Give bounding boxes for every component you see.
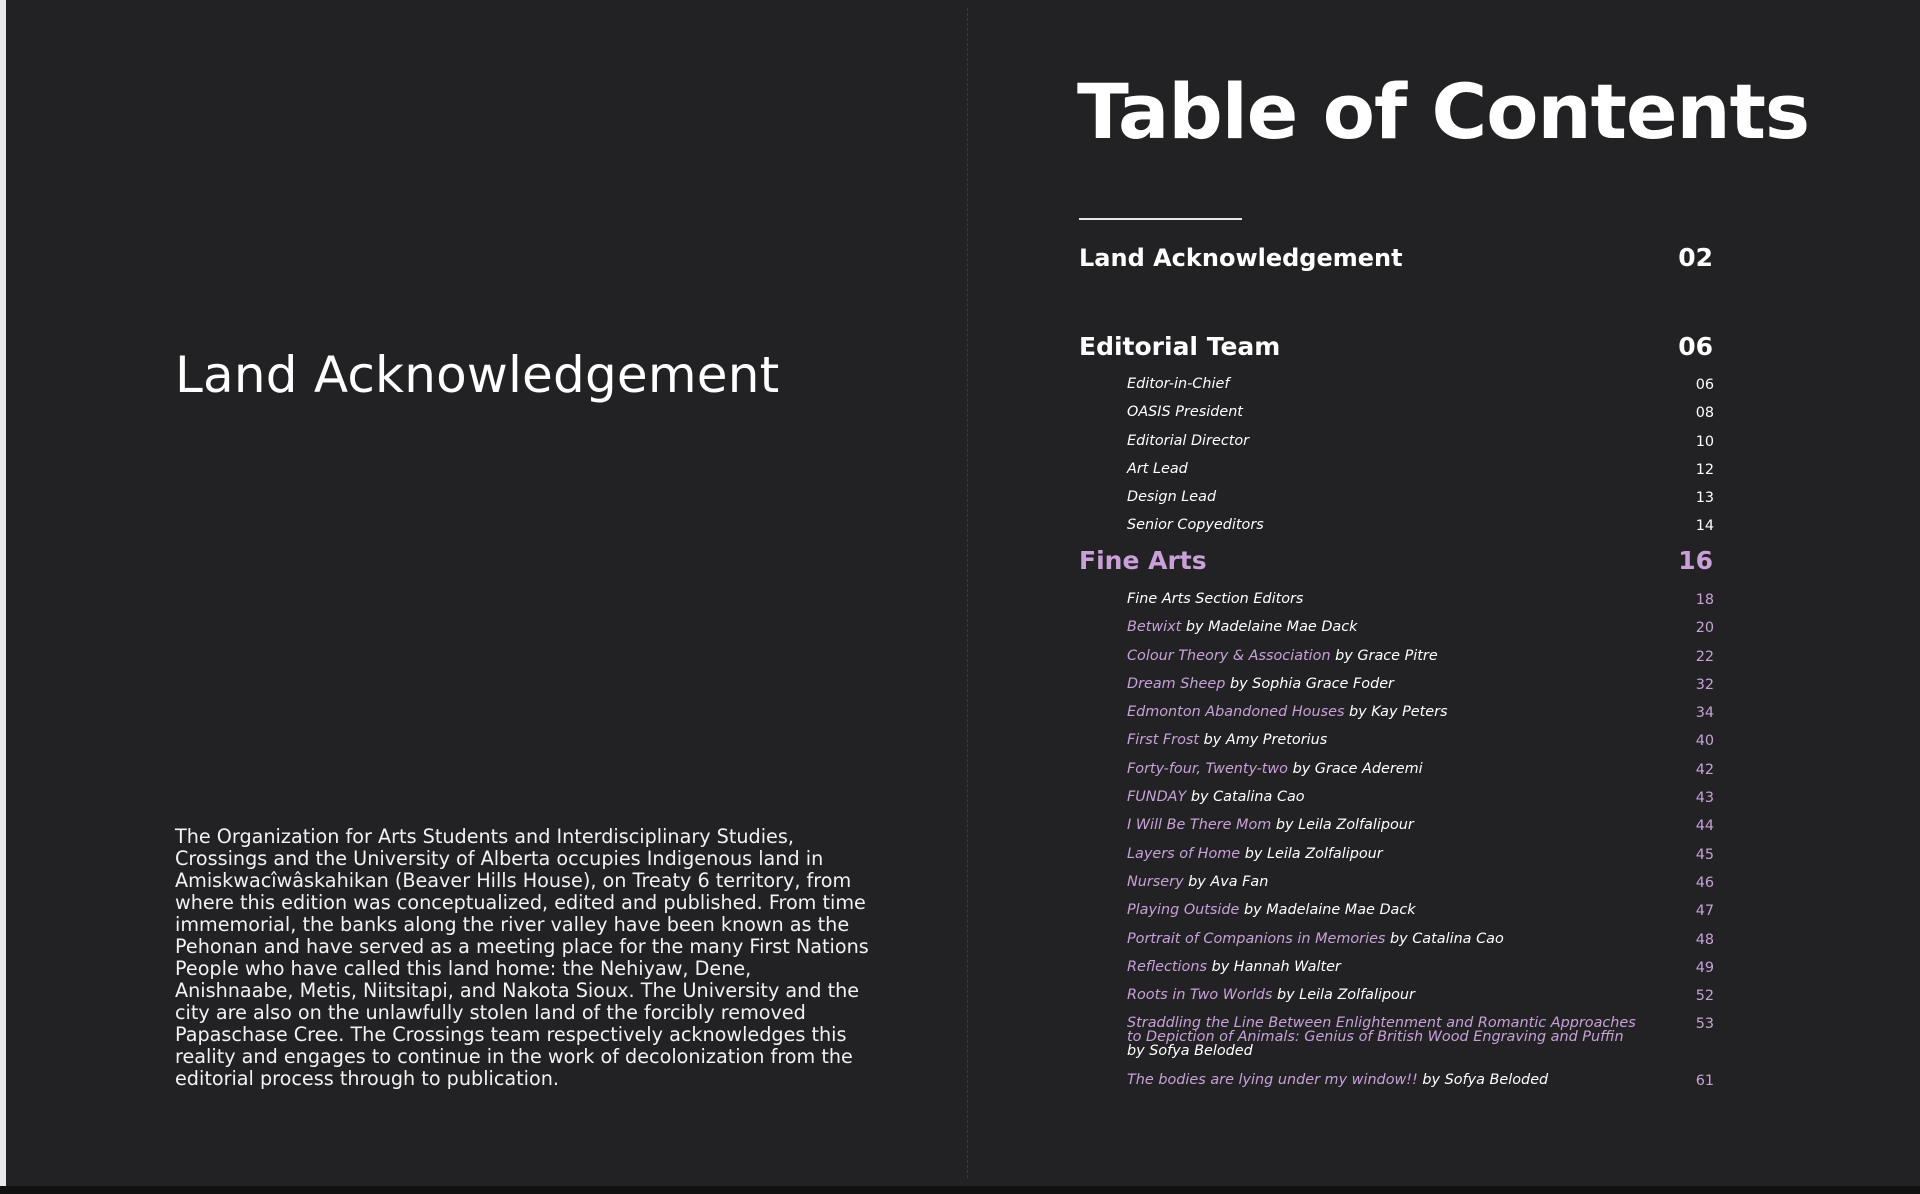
toc-item[interactable]: Reflections by Hannah Walter 49 (1127, 958, 1714, 976)
toc-item[interactable]: Design Lead 13 (1127, 489, 1714, 507)
toc-item[interactable]: Layers of Home by Leila Zolfalipour 45 (1127, 845, 1714, 863)
toc-item[interactable]: Fine Arts Section Editors 18 (1127, 591, 1714, 608)
toc-section-editorial-team[interactable] (1079, 332, 1717, 361)
toc-item[interactable]: Forty-four, Twenty-two by Grace Aderemi 42 (1127, 760, 1714, 778)
toc-item[interactable]: Colour Theory & Association by Grace Pitre 22 (1127, 647, 1714, 665)
editorial-team-list (1127, 373, 1714, 543)
land-acknowledgement-body: The Organization for Arts Students and Interdisciplinary Studies, Crossings and the University of Alberta occupies Indigenous land in Amiskwacîwâskahikan (Beaver Hills House), on Treaty 6 territory, from where this edition was conceptualized, edited and published. From time immemorial, the banks along the river valley have been known as the Pehonan and have served as a meeting place for the many First Nations People who have called this land home: the Nehiyaw, Dene, Anishnaabe, Metis, Niitsitapi, and Nakota Sioux. The University and the city are also on the unlawfully stolen land of the forcibly removed Papaschase Cree. The Crossings team respectively acknowledges this reality and engages to continue in the work of decolonization from the editorial process through to publication. (175, 825, 869, 1090)
toc-item[interactable]: OASIS President 08 (1127, 404, 1714, 422)
toc-item[interactable]: Art Lead 12 (1127, 460, 1714, 478)
toc-section-label: Land Acknowledgement (1079, 244, 1403, 272)
toc-section-label: Editorial Team (1079, 332, 1281, 361)
toc-section-land-acknowledgement[interactable] (1079, 243, 1717, 272)
toc-item[interactable]: Edmonton Abandoned Houses by Kay Peters 34 (1127, 704, 1714, 722)
toc-section-page: 16 (1678, 546, 1713, 575)
toc-title: Table of Contents (1077, 67, 1810, 156)
toc-item[interactable]: The bodies are lying under my window!! by Sofya Beloded 61 (1127, 1072, 1714, 1090)
toc-section-page: 02 (1678, 243, 1713, 272)
toc-item[interactable]: FUNDAY by Catalina Cao 43 (1127, 789, 1714, 807)
toc-item[interactable]: Senior Copyeditors 14 (1127, 517, 1714, 535)
toc-item[interactable]: Portrait of Companions in Memories by Catalina Cao 48 (1127, 930, 1714, 948)
toc-item[interactable]: Dream Sheep by Sophia Grace Foder 32 (1127, 675, 1714, 693)
toc-item[interactable]: Editor-in-Chief 06 (1127, 376, 1714, 393)
toc-section-fine-arts[interactable] (1079, 546, 1717, 575)
toc-section-label: Fine Arts (1079, 546, 1207, 575)
land-acknowledgement-title: Land Acknowledgement (175, 346, 780, 404)
fine-arts-list (1127, 588, 1714, 1098)
toc-item[interactable]: Nursery by Ava Fan 46 (1127, 873, 1714, 891)
toc-item[interactable]: I Will Be There Mom by Leila Zolfalipour 44 (1127, 817, 1714, 835)
page-gutter (967, 8, 968, 1178)
toc-section-page: 06 (1678, 332, 1713, 361)
toc-item[interactable]: Editorial Director 10 (1127, 432, 1714, 450)
toc-item[interactable]: Playing Outside by Madelaine Mae Dack 47 (1127, 902, 1714, 920)
toc-item[interactable]: Straddling the Line Between Enlightenment and Romantic Approaches to Depiction of Animals: Genius of British Wood Engraving and Puffin by Sofya Beloded 53 (1127, 1015, 1714, 1060)
toc-item[interactable]: First Frost by Amy Pretorius 40 (1127, 732, 1714, 750)
window-bottom-bar (0, 1186, 1920, 1194)
toc-divider (1079, 218, 1242, 220)
toc-item[interactable]: Roots in Two Worlds by Leila Zolfalipour 52 (1127, 987, 1714, 1005)
toc-item[interactable]: Betwixt by Madelaine Mae Dack 20 (1127, 619, 1714, 637)
window-edge (0, 0, 6, 1194)
